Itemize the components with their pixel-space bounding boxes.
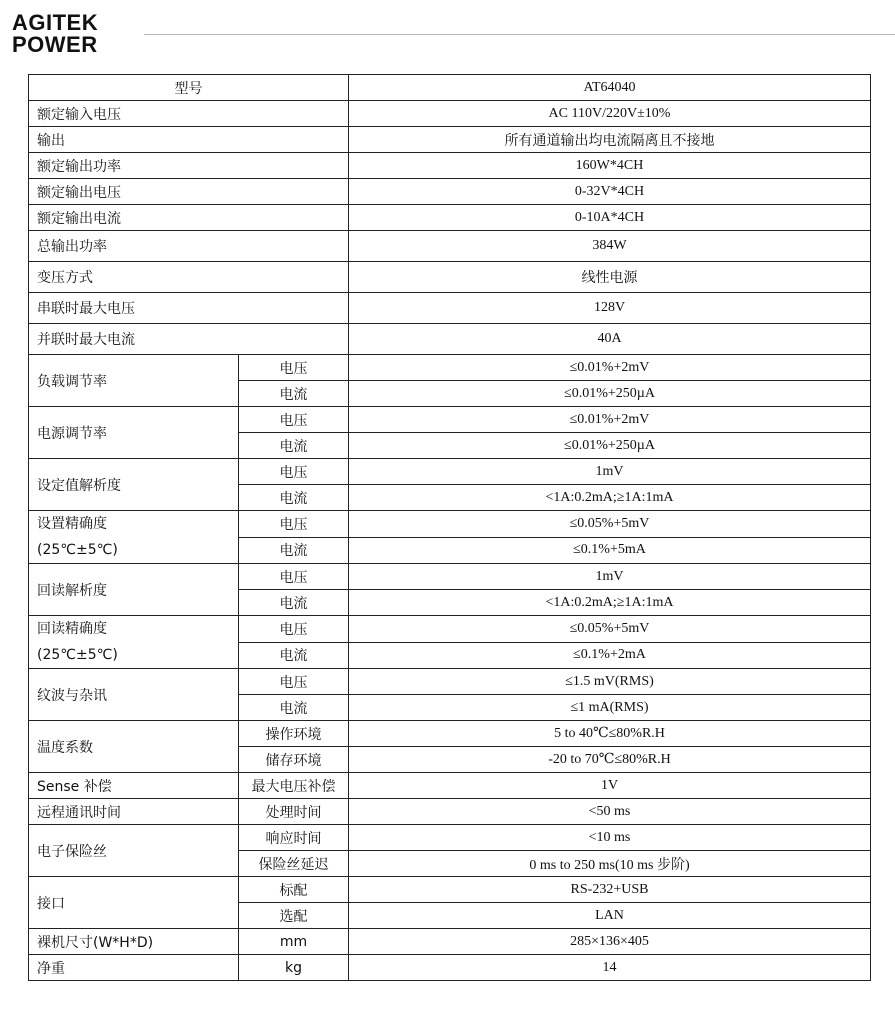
row-value: RS-232+USB	[349, 877, 871, 903]
table-row	[29, 101, 871, 127]
sub-label: 保险丝延迟	[239, 851, 349, 877]
sub-label: 标配	[239, 877, 349, 903]
group-label-line1: 设置精确度	[37, 516, 107, 532]
sub-label: kg	[239, 955, 349, 981]
row-value: 所有通道输出均电流隔离且不接地	[349, 127, 871, 153]
table-row	[29, 459, 871, 485]
model-value: AT64040	[349, 75, 871, 101]
group-label: 设定值解析度	[29, 459, 239, 511]
sub-label: 电压	[239, 669, 349, 695]
table-row-model	[29, 75, 871, 101]
group-label: 温度系数	[29, 721, 239, 773]
sub-label: 电流	[239, 485, 349, 511]
sub-label: 电流	[239, 433, 349, 459]
row-value: 384W	[349, 231, 871, 262]
sub-label: 储存环境	[239, 747, 349, 773]
sub-label: 电压	[239, 511, 349, 538]
logo-line-2: POWER	[12, 32, 98, 57]
row-label: 额定输入电压	[29, 101, 349, 127]
table-row	[29, 721, 871, 747]
logo-line-1: AGITEK	[12, 10, 99, 35]
sub-label: 电流	[239, 537, 349, 564]
row-label: 变压方式	[29, 262, 349, 293]
row-value: 1V	[349, 773, 871, 799]
sub-label: 电压	[239, 616, 349, 643]
row-value: LAN	[349, 903, 871, 929]
table-row	[29, 127, 871, 153]
row-value: ≤0.05%+5mV	[349, 616, 871, 643]
row-label: Sense 补偿	[29, 773, 239, 799]
row-value: 5 to 40℃≤80%R.H	[349, 721, 871, 747]
group-label	[29, 616, 239, 669]
table-row	[29, 877, 871, 903]
table-row	[29, 293, 871, 324]
row-label: 净重	[29, 955, 239, 981]
row-value: ≤1 mA(RMS)	[349, 695, 871, 721]
group-label-line2: (25℃±5℃)	[37, 647, 118, 663]
row-label: 额定输出电流	[29, 205, 349, 231]
table-row	[29, 564, 871, 590]
row-label: 并联时最大电流	[29, 324, 349, 355]
sub-label: 最大电压补偿	[239, 773, 349, 799]
table-row	[29, 324, 871, 355]
row-value: 40A	[349, 324, 871, 355]
row-value: ≤1.5 mV(RMS)	[349, 669, 871, 695]
table-row	[29, 153, 871, 179]
sub-label: 电流	[239, 590, 349, 616]
sub-label: 选配	[239, 903, 349, 929]
row-label: 输出	[29, 127, 349, 153]
table-row	[29, 669, 871, 695]
group-label	[29, 511, 239, 564]
sub-label: 电流	[239, 642, 349, 669]
row-value: 0-32V*4CH	[349, 179, 871, 205]
table-row	[29, 262, 871, 293]
row-value: ≤0.1%+2mA	[349, 642, 871, 669]
row-value: ≤0.01%+2mV	[349, 355, 871, 381]
group-label: 纹波与杂讯	[29, 669, 239, 721]
table-row	[29, 799, 871, 825]
row-value: 14	[349, 955, 871, 981]
sub-label: 处理时间	[239, 799, 349, 825]
table-row	[29, 511, 871, 538]
header-divider	[144, 34, 895, 35]
group-label: 负载调节率	[29, 355, 239, 407]
agitek-power-logo	[12, 12, 142, 58]
row-value: 128V	[349, 293, 871, 324]
table-row	[29, 355, 871, 381]
group-label: 接口	[29, 877, 239, 929]
group-label: 电子保险丝	[29, 825, 239, 877]
row-label: 裸机尺寸(W*H*D)	[29, 929, 239, 955]
table-row	[29, 179, 871, 205]
row-label: 额定输出电压	[29, 179, 349, 205]
row-label: 总输出功率	[29, 231, 349, 262]
sub-label: 电流	[239, 695, 349, 721]
table-row	[29, 955, 871, 981]
table-row	[29, 825, 871, 851]
row-value: 160W*4CH	[349, 153, 871, 179]
sub-label: 操作环境	[239, 721, 349, 747]
row-label: 远程通讯时间	[29, 799, 239, 825]
row-value: 线性电源	[349, 262, 871, 293]
group-label: 电源调节率	[29, 407, 239, 459]
group-label-line1: 回读精确度	[37, 621, 107, 637]
table-row	[29, 205, 871, 231]
spec-table	[28, 74, 871, 981]
row-value: 0 ms to 250 ms(10 ms 步阶)	[349, 851, 871, 877]
sub-label: 电压	[239, 564, 349, 590]
table-row	[29, 407, 871, 433]
table-row	[29, 616, 871, 643]
sub-label: mm	[239, 929, 349, 955]
model-label: 型号	[29, 75, 349, 101]
table-row	[29, 929, 871, 955]
row-value: ≤0.01%+250µA	[349, 433, 871, 459]
row-value: <50 ms	[349, 799, 871, 825]
sub-label: 响应时间	[239, 825, 349, 851]
row-label: 额定输出功率	[29, 153, 349, 179]
row-value: <1A:0.2mA;≥1A:1mA	[349, 590, 871, 616]
row-value: 285×136×405	[349, 929, 871, 955]
row-value: 1mV	[349, 564, 871, 590]
row-value: ≤0.01%+2mV	[349, 407, 871, 433]
row-value: ≤0.1%+5mA	[349, 537, 871, 564]
row-value: <10 ms	[349, 825, 871, 851]
sub-label: 电压	[239, 459, 349, 485]
row-value: <1A:0.2mA;≥1A:1mA	[349, 485, 871, 511]
sub-label: 电压	[239, 407, 349, 433]
sub-label: 电压	[239, 355, 349, 381]
sub-label: 电流	[239, 381, 349, 407]
table-row	[29, 773, 871, 799]
group-label: 回读解析度	[29, 564, 239, 616]
row-value: -20 to 70℃≤80%R.H	[349, 747, 871, 773]
row-value: AC 110V/220V±10%	[349, 101, 871, 127]
table-row	[29, 231, 871, 262]
row-value: 0-10A*4CH	[349, 205, 871, 231]
row-value: ≤0.01%+250µA	[349, 381, 871, 407]
row-value: ≤0.05%+5mV	[349, 511, 871, 538]
row-label: 串联时最大电压	[29, 293, 349, 324]
row-value: 1mV	[349, 459, 871, 485]
group-label-line2: (25℃±5℃)	[37, 542, 118, 558]
